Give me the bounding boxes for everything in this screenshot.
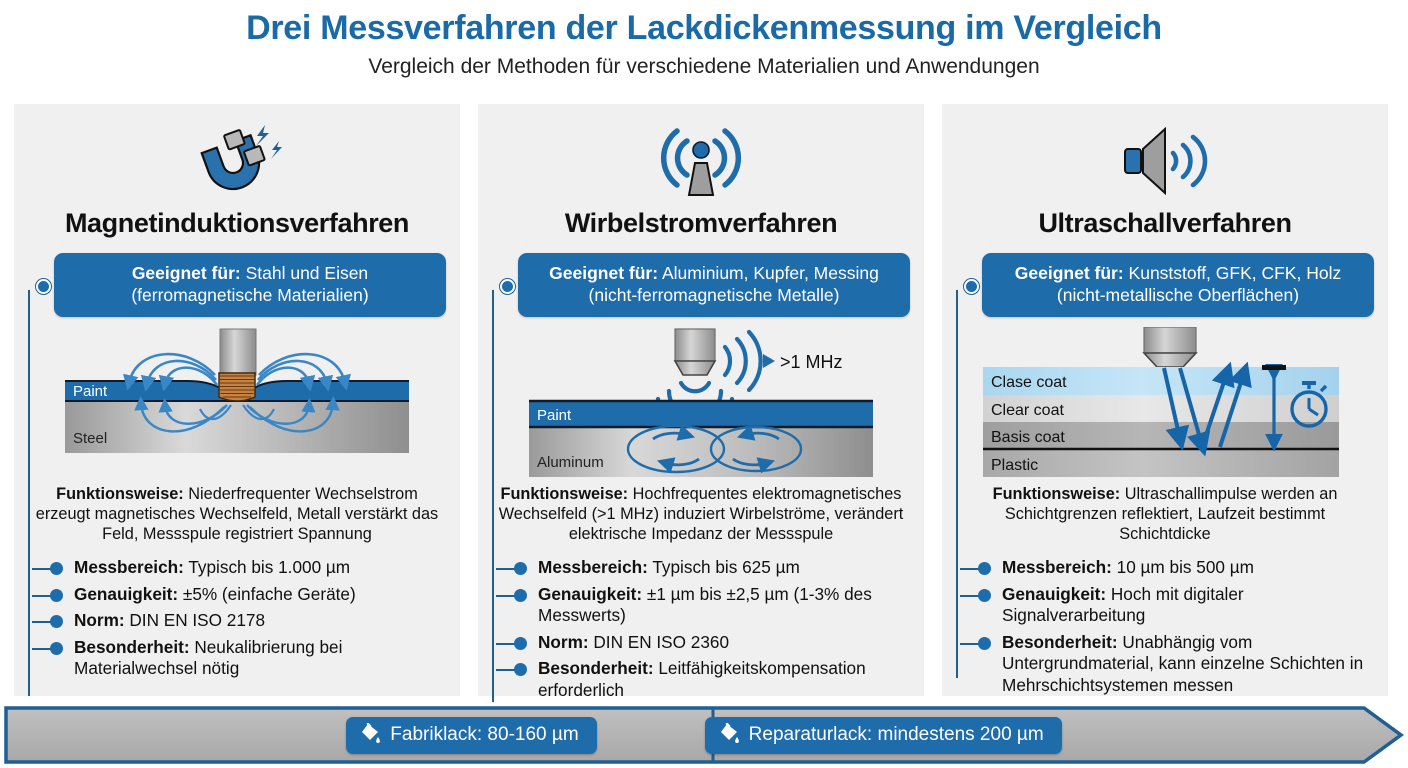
pill-label: Fabriklack: 80-160 µm [390, 723, 579, 745]
list-item [54, 637, 446, 680]
spec-list [956, 557, 1374, 696]
list-item [518, 658, 910, 701]
bullet-dot [514, 589, 527, 602]
paint-bucket-icon [718, 723, 740, 747]
method-card-magnetinduktion [14, 104, 460, 696]
method-card-wirbelstrom [478, 104, 924, 700]
diagram-ultrasonic [956, 327, 1374, 477]
how-text: Ultraschallimpulse werden an Schichtgrenzen reflektiert, Laufzeit bestimmt Schichtdicke [1004, 484, 1338, 543]
how-it-works [28, 485, 446, 545]
pill-reparaturlack [705, 717, 1062, 754]
card-title: Ultraschallverfahren [1038, 208, 1292, 238]
diagram-eddy-current [492, 327, 910, 477]
how-text: Hochfrequentes elektromagnetisches Wechselfeld (>1 MHz) induziert Wirbelströme, verändert elektrische Impedanz der Messspule [498, 484, 904, 543]
list-item [518, 632, 910, 654]
broadcast-antenna-icon [492, 118, 910, 204]
bottom-banner [4, 706, 1404, 764]
list-item [982, 557, 1374, 579]
list-item [54, 584, 446, 606]
bullet-dot [50, 642, 63, 655]
bullet-stem [32, 621, 52, 623]
spec-list [28, 557, 446, 680]
bullet-stem [32, 568, 52, 570]
list-item [982, 584, 1374, 627]
suitability-sub: (nicht-ferromagnetische Metalle) [588, 285, 840, 306]
spine-node-dot [964, 279, 979, 294]
bullet-stem [32, 648, 52, 650]
svg-text:Aluminum: Aluminum [537, 453, 604, 471]
spec-value: DIN EN ISO 2360 [588, 631, 730, 652]
svg-text:Clase coat: Clase coat [991, 373, 1067, 391]
bullet-stem [960, 643, 980, 645]
spec-label: Genauigkeit: [74, 583, 179, 604]
how-label: Funktionsweise: [56, 484, 184, 503]
header [0, 0, 1408, 79]
paint-bucket-icon [359, 723, 381, 747]
banner-pills [4, 706, 1404, 764]
bullet-dot [978, 589, 991, 602]
svg-text:Plastic: Plastic [991, 456, 1039, 474]
suitability-badge [54, 253, 446, 317]
list-item [518, 584, 910, 627]
spec-value: Typisch bis 1.000 µm [183, 557, 351, 578]
suitability-label: Geeignet für: [131, 263, 241, 283]
spec-value: Neukalibrierung bei Materialwechsel nötig [74, 636, 343, 679]
list-item [518, 557, 910, 579]
bullet-stem [960, 568, 980, 570]
svg-text:Paint: Paint [537, 406, 572, 424]
diagram-magnetic-induction [28, 327, 446, 477]
suitability-value: Stahl und Eisen [240, 263, 369, 283]
suitability-row [492, 253, 910, 317]
suitability-badge [982, 253, 1374, 317]
spec-value: ±1 µm bis ±2,5 µm (1-3% des Messwerts) [538, 583, 872, 626]
card-title: Wirbelstromverfahren [564, 208, 838, 238]
spec-value: 10 µm bis 500 µm [1111, 557, 1254, 578]
suitability-label: Geeignet für: [549, 263, 659, 283]
spine-node-dot [500, 279, 515, 294]
suitability-value: Aluminium, Kupfer, Messing [658, 263, 879, 283]
pill-fabriklack [346, 717, 596, 754]
spec-label: Genauigkeit: [1002, 583, 1107, 604]
spec-label: Messbereich: [74, 557, 184, 578]
spec-label: Besonderheit: [538, 658, 654, 679]
suitability-badge [518, 253, 910, 317]
spec-label: Norm: [538, 631, 589, 652]
list-item [982, 632, 1374, 697]
bullet-dot [514, 637, 527, 650]
bullet-dot [978, 637, 991, 650]
how-label: Funktionsweise: [992, 484, 1121, 503]
method-card-ultraschall [942, 104, 1388, 696]
spec-value: Typisch bis 625 µm [647, 557, 800, 578]
how-text: Niederfrequenter Wechselstrom erzeugt magnetisches Wechselfeld, Metall verstärkt das Feld, Messspule registriert Spannung [35, 484, 439, 543]
how-label: Funktionsweise: [500, 484, 629, 503]
spec-label: Norm: [74, 610, 125, 631]
speaker-sound-icon [956, 118, 1374, 204]
spec-label: Besonderheit: [74, 636, 190, 657]
spec-list [492, 557, 910, 701]
spec-value: Hoch mit digitaler Signalverarbeitung [1002, 583, 1244, 626]
suitability-value: Kunststoff, GFK, CFK, Holz [1123, 263, 1342, 283]
spec-label: Messbereich: [1002, 557, 1112, 578]
card-title: Magnetinduktionsverfahren [64, 208, 410, 238]
suitability-sub: (nicht-metallische Oberflächen) [1056, 285, 1300, 306]
how-it-works [956, 485, 1374, 545]
suitability-sub: (ferromagnetische Materialien) [131, 285, 369, 306]
page-subtitle: Vergleich der Methoden für verschiedene Materialien und Anwendungen [368, 54, 1040, 78]
spec-value: Leitfähigkeitskompensation erforderlich [538, 658, 866, 700]
suitability-label: Geeignet für: [1014, 263, 1124, 283]
bullet-dot [50, 589, 63, 602]
method-columns [14, 104, 1394, 700]
suitability-row [28, 253, 446, 317]
svg-text:Paint: Paint [73, 382, 108, 400]
spec-value: ±5% (einfache Geräte) [178, 583, 356, 604]
spec-label: Besonderheit: [1002, 631, 1118, 652]
spine-node-dot [36, 279, 51, 294]
list-item [54, 610, 446, 632]
suitability-row [956, 253, 1374, 317]
bullet-stem [496, 568, 516, 570]
horseshoe-magnet-icon [28, 118, 446, 204]
bullet-stem [496, 643, 516, 645]
bullet-stem [496, 669, 516, 671]
spec-value: DIN EN ISO 2178 [124, 610, 266, 631]
spec-value: Unabhängig vom Untergrundmaterial, kann einzelne Schichten in Mehrschichtsystemen messen [1002, 631, 1364, 695]
spec-label: Genauigkeit: [538, 583, 643, 604]
bullet-stem [960, 595, 980, 597]
bullet-stem [32, 595, 52, 597]
list-item [54, 557, 446, 579]
page-title: Drei Messverfahren der Lackdickenmessung im Vergleich [246, 9, 1162, 47]
svg-text:Steel: Steel [73, 429, 108, 447]
spec-label: Messbereich: [538, 557, 648, 578]
svg-text:>1 MHz: >1 MHz [780, 351, 843, 372]
how-it-works [492, 485, 910, 545]
svg-text:Clear coat: Clear coat [991, 401, 1064, 419]
pill-label: Reparaturlack: mindestens 200 µm [748, 723, 1044, 745]
svg-text:Basis coat: Basis coat [991, 428, 1065, 446]
bullet-stem [496, 595, 516, 597]
